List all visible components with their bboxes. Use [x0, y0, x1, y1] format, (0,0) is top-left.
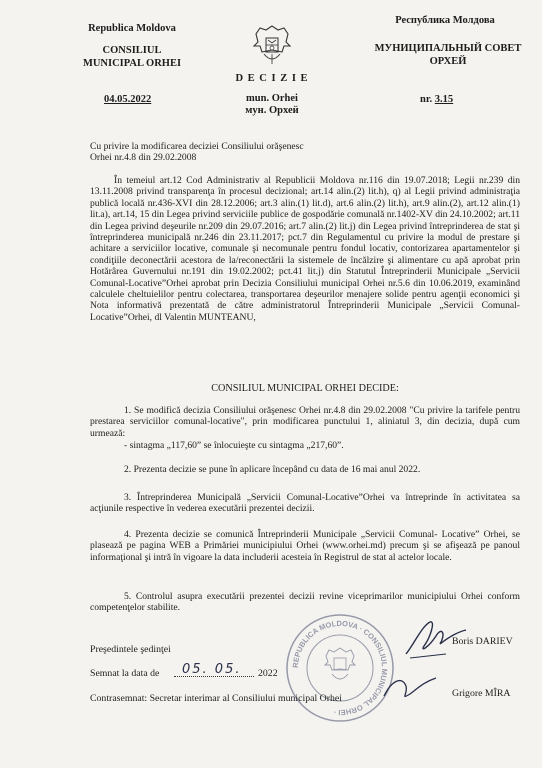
decision-number-value: 3.15: [434, 94, 454, 105]
decision-title: D E C I Z I E: [235, 73, 309, 84]
preamble: În temeiul art.12 Cod Administrativ al Republicii Moldova nr.116 din 19.07.2018; Legii nr.239 din 13.11.2008 privind transparenţa în procesul decizional; art.14 alin.(2) lit.h), q) al Legii privind administraţia publică locală nr.436-XVI din 28.12.2006; art.3 alin.(1) lit.d), art.6 alin.(2) lit.h), art.9 alin.(2), art.12 alin.(1) lit.a), art.14, 15 din Legea privind serviciile publice de gospodărie comunală nr.1402-XV din 24.10.2002; art.11 din Legea privind deşeurile nr.209 din 29.07.2016; art.7 alin.(2) lit.j) din Legea privind întreprinderea de stat şi întreprinderea municipală nr.246 din 23.11.2017; pct.7 din Regulamentul cu privire la modul de prestare şi achitare a serviciilor locative, comunale şi necomunale pentru fondul locativ, contorizarea apartamentelor şi condiţiile deconectării acestora de la/reconectării la sistemele de încălzire şi alimentare cu apă aprobat prin Hotărârea Guvernului nr.191 din 19.02.2002; pct.41 lit.j) din Statutul Întreprinderii Municipale „Servicii Comunal-Locative”Orhei aprobat prin Decizia Consiliului municipal Orhei nr.5.6 din 10.06.2019, examinând calculele cheltuielilor pentru colectarea, transportarea deşeurilor menajere solide pentru agenţii economici şi Nota informativă prezentată de către administratorul Întreprinderii Municipale „Servicii Comunal-Locative”Orhei, dl Valentin MUNTEANU,: [90, 175, 520, 323]
decision-date: 04.05.2022: [104, 94, 152, 105]
signed-date-label: Semnat la data de: [90, 668, 160, 679]
subject-line-1: Cu privire la modificarea deciziei Consiliului orăşenesc: [90, 141, 304, 152]
signed-year: 2022: [258, 668, 278, 679]
point-1-replacement: - sintagma „117,60” se înlocuieşte cu sintagma „217,60”.: [124, 440, 344, 451]
header-country-ro: Republica Moldova: [88, 23, 176, 34]
header-country-ru: Республика Молдова: [395, 15, 495, 26]
header-council-ru-line2: ОРХЕЙ: [429, 56, 467, 67]
subject: [90, 141, 390, 164]
header-council-ro-line2: MUNICIPAL ORHEI: [82, 58, 182, 69]
point-3: 3. Întreprinderea Municipală „Servicii Comunal-Locative”Orhei va întreprinde în activitatea sa acţiunile respective în vederea executării prezentei decizii.: [90, 492, 520, 515]
secretary-signature-icon: [380, 672, 440, 706]
decision-number-prefix: nr.: [420, 94, 433, 105]
official-stamp: [284, 612, 396, 724]
secretary-name: Grigore MÎRA: [452, 688, 511, 699]
subject-line-2: Orhei nr.4.8 din 29.02.2008: [90, 152, 197, 164]
header-council-ru-line1: МУНИЦИПАЛЬНЫЙ СОВЕТ: [374, 43, 522, 54]
signed-date-handwritten: 05. 05.: [182, 662, 242, 677]
chair-name: Boris DARIEV: [452, 636, 513, 647]
point-1: 1. Se modifică decizia Consiliului orăşenesc Orhei nr.4.8 din 29.02.2008 "Cu privire la tarifele pentru prestarea serviciilor comunal-locative", prin modificarea punctului 1, aliniatul 3, din decizia, după cum urmează:: [90, 405, 520, 439]
header-council-ro-line1: CONSILIUL: [102, 45, 162, 56]
decision-number: [420, 94, 453, 105]
city-ro: mun. Orhei: [246, 93, 298, 104]
point-5: 5. Controlul asupra executării prezentei decizii revine viceprimarilor municipiului Orhei conform competenţelor stabilite.: [90, 591, 520, 614]
decides-heading: CONSILIUL MUNICIPAL ORHEI DECIDE:: [211, 383, 399, 394]
countersign-label: Contrasemnat: Secretar interimar al Consiliului municipal Orhei: [90, 693, 342, 704]
chair-label: Preşedintele şedinţei: [90, 644, 171, 655]
point-2: 2. Prezenta decizie se pune în aplicare începând cu data de 16 mai anul 2022.: [124, 464, 421, 475]
stamp-text: REPUBLICA MOLDOVA · CONSILIUL MUNICIPAL ORHEI ·: [290, 618, 390, 718]
point-4: 4. Prezenta decizie se comunică Întreprinderii Municipale „Servicii Comunal- Locative” Orhei, se plasează pe pagina WEB a Primăriei municipiului Orhei (www.orhei.md) precum şi se afişează pe panoul informaţional şi intră în vigoare la data includerii acesteia în Registrul de stat al actelor locale.: [90, 529, 520, 563]
city-ru: мун. Орхей: [245, 105, 299, 116]
coat-of-arms-icon: [252, 24, 292, 66]
